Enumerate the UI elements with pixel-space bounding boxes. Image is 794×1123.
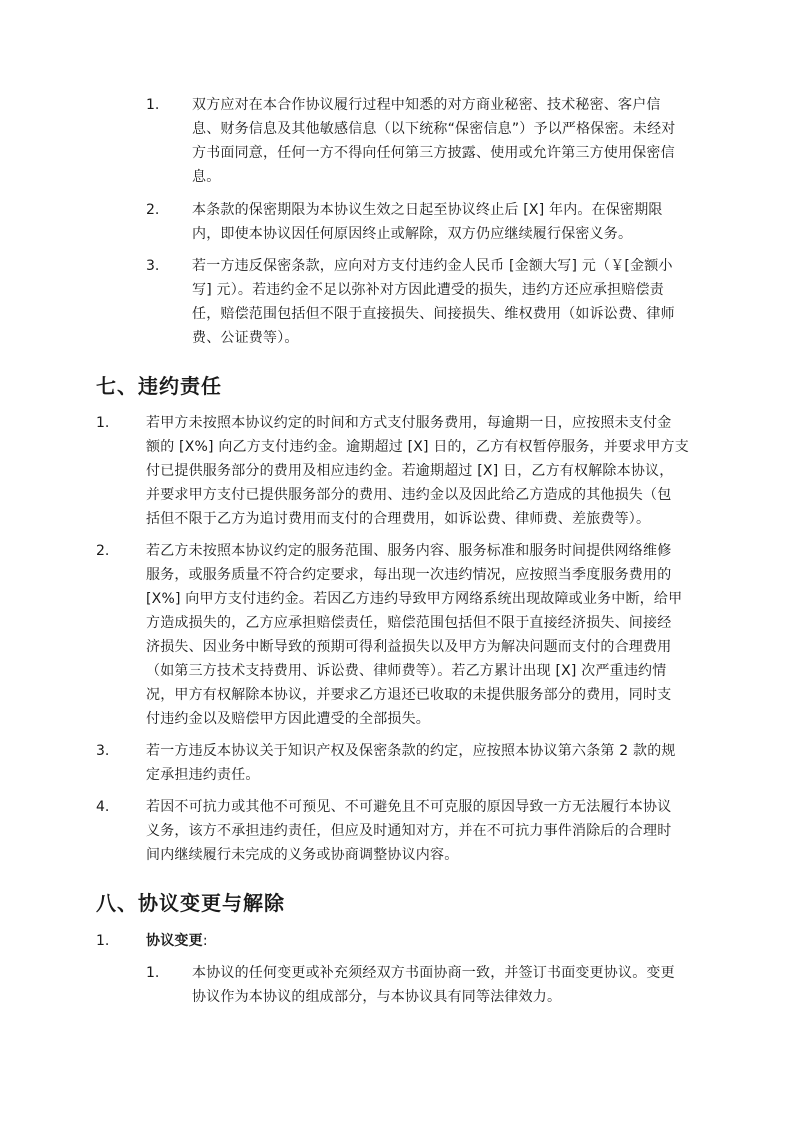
label-colon: :	[202, 933, 208, 949]
paragraph: 若一方违反本协议关于知识产权及保密条款的约定，应按照本协议第六条第 2 款的规 定承担违约责任。	[146, 743, 676, 783]
paragraph: 若一方违反保密条款，应向对方支付违约金人民币 [金额大写] 元（￥[金额小 写] 元）。若违约金不足以弥补对方因此遭受的损失，违约方还应承担赔偿责 任，赔偿范围包括但不限于直接损失、间接损失、维权费用（如诉讼费、律师 费、公证费等）。	[192, 258, 675, 346]
list-number: 4.	[96, 799, 110, 815]
paragraph	[146, 929, 702, 953]
list-item	[0, 795, 794, 867]
list-number: 3.	[146, 258, 160, 274]
paragraph: 双方应对在本合作协议履行过程中知悉的对方商业秘密、技术秘密、客户信 息、财务信息及其他敏感信息（以下统称“保密信息”）予以严格保密。未经对 方书面同意，任何一方不得向任何第三方披露、使用或允许第三方使用保密信 息。	[192, 97, 676, 185]
list-number: 1.	[96, 415, 110, 431]
list-number: 1.	[96, 933, 110, 949]
list-item	[0, 411, 794, 531]
list-item	[0, 539, 794, 731]
paragraph: 若乙方未按照本协议约定的服务范围、服务内容、服务标准和服务时间提供网络维修 服务，或服务质量不符合约定要求，每出现一次违约情况，应按照当季度服务费用的 [X%] 向甲方支付违约金。若因乙方违约导致甲方网络系统出现故障或业务中断，给甲 方造成损失的，乙方应承担赔偿责任，赔偿范围包括但不限于直接经济损失、间接经 济损失、因业务中断导致的预期可得利益损失以及甲方为解决问题而支付的合理费用 （如第三方技术支持费用、诉讼费、律师费等）。若乙方累计出现 [X] 次严重违约情 况，甲方有权解除本协议，并要求乙方退还已收取的未提供服务部分的费用，同时支 付违约金以及赔偿甲方因此遭受的全部损失。	[146, 543, 683, 727]
list-number: 2.	[146, 202, 160, 218]
paragraph: 若甲方未按照本协议约定的时间和方式支付服务费用，每逾期一日，应按照未支付金 额的 [X%] 向乙方支付违约金。逾期超过 [X] 日的，乙方有权暂停服务，并要求甲方支 付已提供服务部分的费用及相应违约金。若逾期超过 [X] 日，乙方有权解除本协议， 并要求甲方支付已提供服务部分的费用、违约金以及因此给乙方造成的其他损失（包 括但不限于乙方为追讨费用而支付的合理费用，如诉讼费、律师费、差旅费等）。	[146, 415, 689, 527]
paragraph: 本协议的任何变更或补充须经双方书面协商一致，并签订书面变更协议。变更 协议作为本协议的组成部分，与本协议具有同等法律效力。	[192, 965, 675, 1005]
list-number: 3.	[96, 743, 110, 759]
bold-label: 协议变更	[146, 933, 203, 949]
paragraph: 若因不可抗力或其他不可预见、不可避免且不可克服的原因导致一方无法履行本协议 义务，该方不承担违约责任，但应及时通知对方，并在不可抗力事件消除后的合理时 间内继续履行未完成的义务或协商调整协议内容。	[146, 799, 672, 863]
list-item	[0, 739, 794, 787]
section-heading: 七、违约责任	[96, 374, 222, 398]
list-item	[0, 254, 794, 350]
list-number: 2.	[96, 543, 110, 559]
list-number: 1.	[146, 965, 160, 981]
list-item	[0, 93, 794, 189]
list-number: 1.	[146, 97, 160, 113]
list-item	[0, 961, 794, 1009]
list-item	[0, 198, 794, 246]
list-item	[0, 929, 794, 953]
paragraph: 本条款的保密期限为本协议生效之日起至协议终止后 [X] 年内。在保密期限 内，即使本协议因任何原因终止或解除，双方仍应继续履行保密义务。	[192, 202, 663, 242]
section-heading: 八、协议变更与解除	[96, 891, 285, 915]
